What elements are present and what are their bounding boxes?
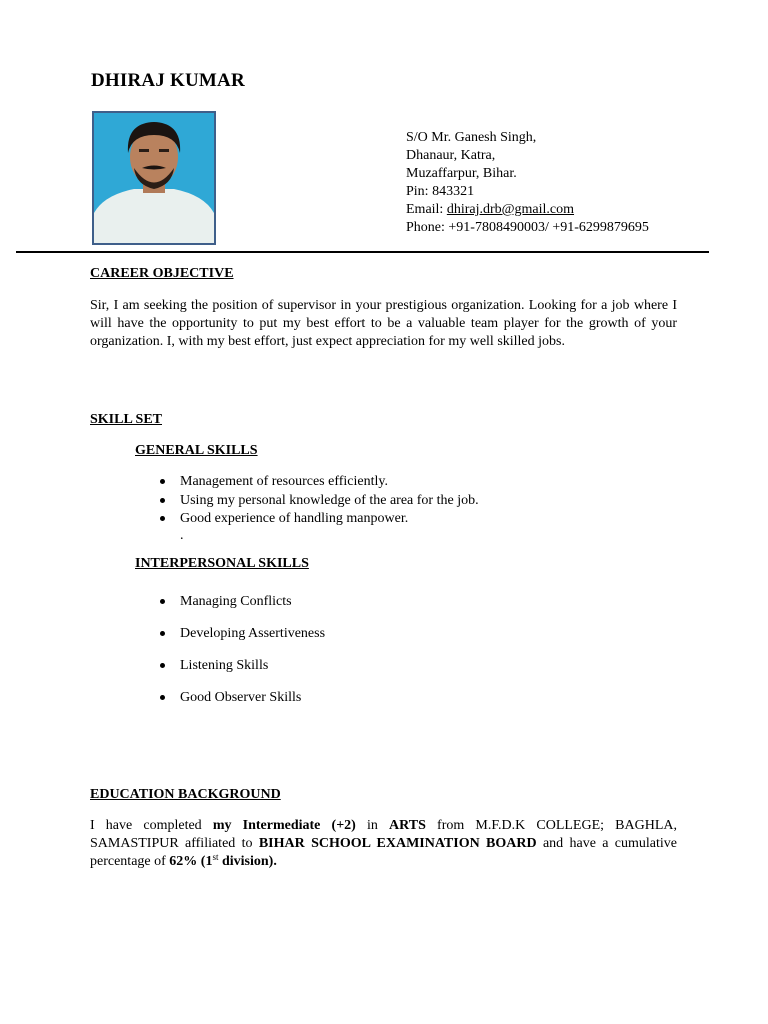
email-label: Email: — [406, 202, 447, 217]
contact-line-2: Dhanaur, Katra, — [406, 148, 496, 163]
person-photo-icon — [94, 113, 214, 243]
interpersonal-skills-heading: INTERPERSONAL SKILLS — [135, 556, 309, 571]
list-item: Good Observer Skills — [180, 689, 325, 707]
contact-block — [406, 129, 649, 237]
candidate-name: DHIRAJ KUMAR — [91, 70, 245, 91]
edu-text-4: and have a cumulative percentage of — [90, 836, 677, 869]
general-skills-heading: GENERAL SKILLS — [135, 443, 258, 458]
edu-bold-2: ARTS — [389, 818, 426, 833]
edu-text-3: from M.F.D.K COLLEGE; BAGHLA, SAMASTIPUR affiliated to — [90, 818, 678, 851]
edu-superscript: st — [212, 852, 219, 862]
contact-email-row — [406, 201, 649, 219]
list-item: Using my personal knowledge of the area for the job. — [180, 492, 479, 511]
edu-text-1: I have completed — [90, 818, 213, 833]
list-item: Good experience of handling manpower. — [180, 510, 479, 529]
contact-line-1: S/O Mr. Ganesh Singh, — [406, 130, 537, 145]
contact-line-3: Muzaffarpur, Bihar. — [406, 166, 517, 181]
interpersonal-skills-list — [180, 593, 325, 721]
header-divider — [16, 251, 709, 253]
edu-bold-5: division). — [218, 854, 277, 869]
skill-set-heading: SKILL SET — [90, 412, 162, 427]
edu-bold-3: BIHAR SCHOOL EXAMINATION BOARD — [258, 836, 537, 851]
career-objective-heading: CAREER OBJECTIVE — [90, 266, 234, 281]
list-item: Managing Conflicts — [180, 593, 325, 611]
general-skills-list — [180, 473, 479, 529]
education-heading: EDUCATION BACKGROUND — [90, 787, 281, 802]
email-link[interactable]: dhiraj.drb@gmail.com — [446, 202, 575, 217]
list-item: Management of resources efficiently. — [180, 473, 479, 492]
edu-bold-4: 62% (1 — [169, 854, 213, 869]
list-item: Listening Skills — [180, 657, 325, 675]
edu-text-2: in — [355, 818, 390, 833]
edu-bold-1: my Intermediate (+2) — [212, 818, 356, 833]
contact-phone: Phone: +91-7808490003/ +91-6299879695 — [406, 220, 649, 235]
trailing-mark: . — [180, 528, 184, 543]
education-text — [90, 817, 677, 871]
contact-pin: Pin: 843321 — [406, 184, 475, 199]
career-objective-text: Sir, I am seeking the position of supervisor in your prestigious organization. Looking for a job where I will have the opportunity to put my best effort to be a valuable team player for the growth of your organization. I, with my best effort, just expect appreciation for my well skilled jobs. — [90, 298, 677, 349]
profile-photo — [92, 111, 216, 245]
list-item: Developing Assertiveness — [180, 626, 326, 641]
